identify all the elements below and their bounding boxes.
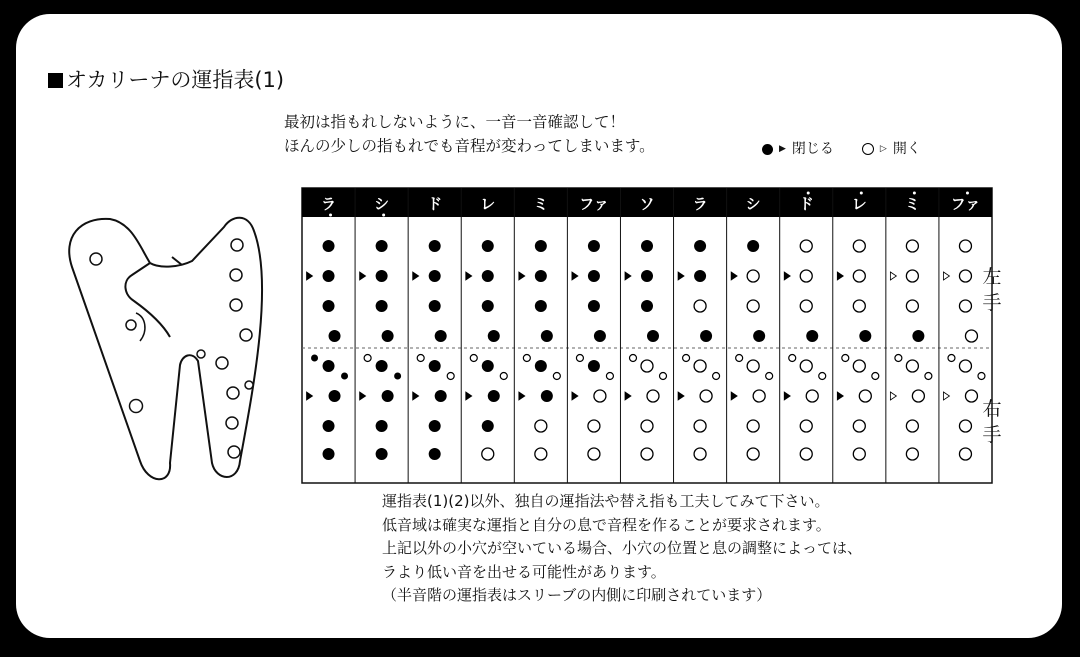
ocarina-hole <box>216 357 228 369</box>
thumb-marker-icon <box>307 272 313 280</box>
open-hole <box>747 300 759 312</box>
closed-hole <box>323 270 335 282</box>
closed-hole <box>482 360 494 372</box>
open-hole <box>694 360 706 372</box>
note-label: ファ <box>579 195 609 213</box>
intro-line-2: ほんの少しの指もれでも音程が変わってしまいます。 <box>284 137 655 155</box>
open-hole <box>753 390 765 402</box>
open-sub-hole <box>978 373 985 380</box>
closed-hole <box>329 330 341 342</box>
open-hole <box>800 300 812 312</box>
chart-frame <box>302 188 992 483</box>
open-hole <box>906 360 918 372</box>
open-hole <box>853 300 865 312</box>
open-hole <box>535 420 547 432</box>
right-hand-label: 右手 <box>982 398 1002 446</box>
closed-hole <box>588 240 600 252</box>
thumb-marker-icon <box>890 392 896 400</box>
open-sub-hole <box>713 373 720 380</box>
intro-line-1: 最初は指もれしないように、一音一音確認して！ <box>284 113 626 131</box>
high-octave-dot <box>913 192 916 195</box>
open-sub-hole <box>660 373 667 380</box>
high-octave-dot <box>807 192 810 195</box>
high-octave-dot <box>966 192 969 195</box>
closed-sub-hole <box>341 373 348 380</box>
open-sub-hole <box>766 373 773 380</box>
closed-hole <box>323 420 335 432</box>
open-hole <box>641 448 653 460</box>
open-hole <box>853 448 865 460</box>
open-sub-hole <box>606 373 613 380</box>
closed-hole <box>747 240 759 252</box>
thumb-marker-icon <box>413 272 419 280</box>
closed-hole <box>641 240 653 252</box>
low-octave-dot <box>329 214 332 217</box>
closed-hole <box>694 270 706 282</box>
thumb-marker-icon <box>837 272 843 280</box>
closed-arrow-icon: ▶ <box>779 144 786 154</box>
closed-hole <box>488 330 500 342</box>
footnote-line: 上記以外の小穴が空いている場合、小穴の位置と息の調整によっては、 <box>382 539 863 557</box>
footnote-line: （半音階の運指表はスリーブの内側に印刷されています） <box>382 586 772 604</box>
footnote-line: 低音域は確実な運指と自分の息で音程を作ることが要求されます。 <box>382 515 831 534</box>
ocarina-hole <box>230 269 242 281</box>
open-sub-hole <box>500 373 507 380</box>
open-sub-hole <box>523 355 530 362</box>
closed-hole <box>753 330 765 342</box>
closed-hole <box>376 448 388 460</box>
open-sub-hole <box>789 355 796 362</box>
thumb-marker-icon <box>678 272 684 280</box>
closed-hole <box>694 240 706 252</box>
thumb-marker-icon <box>837 392 843 400</box>
thumb-marker-icon <box>360 392 366 400</box>
open-sub-hole <box>683 355 690 362</box>
open-hole <box>800 420 812 432</box>
ocarina-hole <box>230 299 242 311</box>
ocarina-hole <box>227 387 239 399</box>
closed-hole <box>806 330 818 342</box>
closed-hole <box>429 360 441 372</box>
closed-hole <box>700 330 712 342</box>
closed-hole <box>482 270 494 282</box>
thumb-marker-icon <box>413 392 419 400</box>
open-hole <box>535 448 547 460</box>
open-hole <box>747 270 759 282</box>
closed-hole <box>647 330 659 342</box>
low-octave-dot <box>382 214 385 217</box>
thumb-marker-icon <box>519 392 525 400</box>
open-hole <box>853 240 865 252</box>
closed-hole <box>482 420 494 432</box>
closed-hole <box>541 330 553 342</box>
open-arrow-icon: ▷ <box>879 144 887 154</box>
open-hole <box>800 448 812 460</box>
footnote-line: ラより低い音を出せる可能性があります。 <box>382 562 666 581</box>
closed-hole <box>323 240 335 252</box>
note-label: ファ <box>950 195 981 213</box>
closed-sub-hole <box>394 373 401 380</box>
thumb-marker-icon <box>731 272 737 280</box>
closed-hole <box>376 240 388 252</box>
closed-hole <box>535 300 547 312</box>
open-sub-hole <box>842 355 849 362</box>
open-sub-hole <box>736 355 743 362</box>
closed-hole-icon <box>762 144 773 155</box>
closed-sub-hole <box>311 355 318 362</box>
closed-hole <box>588 300 600 312</box>
closed-hole <box>323 448 335 460</box>
thumb-marker-icon <box>784 392 790 400</box>
closed-hole <box>859 330 871 342</box>
closed-hole <box>594 330 606 342</box>
ocarina-hole <box>130 400 143 413</box>
open-hole <box>588 448 600 460</box>
note-label: ミ <box>533 195 549 213</box>
open-hole <box>853 420 865 432</box>
note-label: ド <box>427 195 443 213</box>
open-sub-hole <box>895 355 902 362</box>
open-hole <box>588 420 600 432</box>
open-hole <box>806 390 818 402</box>
closed-hole <box>382 330 394 342</box>
open-hole <box>912 390 924 402</box>
note-label: ソ <box>639 195 655 213</box>
open-sub-hole <box>819 373 826 380</box>
note-label: レ <box>480 195 496 213</box>
thumb-marker-icon <box>943 272 949 280</box>
open-hole <box>694 448 706 460</box>
open-hole <box>965 390 977 402</box>
open-hole-icon <box>862 143 874 155</box>
footnote-line: 運指表(1)(2)以外、独自の運指法や替え指も工夫してみて下さい。 <box>382 492 830 510</box>
left-hand-label: 左手 <box>982 266 1002 314</box>
ocarina-hole <box>228 446 240 458</box>
note-label: シ <box>745 195 761 213</box>
closed-hole <box>488 390 500 402</box>
closed-hole <box>641 300 653 312</box>
open-hole <box>800 240 812 252</box>
note-label: シ <box>374 195 390 213</box>
open-hole <box>594 390 606 402</box>
fingering-chart <box>286 172 994 484</box>
open-hole <box>906 420 918 432</box>
thumb-marker-icon <box>625 392 631 400</box>
closed-hole <box>376 300 388 312</box>
open-sub-hole <box>364 355 371 362</box>
thumb-marker-icon <box>360 272 366 280</box>
open-hole <box>482 448 494 460</box>
ocarina-hole <box>245 381 253 389</box>
thumb-marker-icon <box>572 272 578 280</box>
legend-closed-label: 閉じる <box>791 141 834 157</box>
closed-hole <box>376 360 388 372</box>
open-hole <box>965 330 977 342</box>
open-hole <box>959 240 971 252</box>
closed-hole <box>376 420 388 432</box>
open-hole <box>959 300 971 312</box>
thumb-marker-icon <box>943 392 949 400</box>
open-hole <box>647 390 659 402</box>
open-sub-hole <box>872 373 879 380</box>
closed-hole <box>541 390 553 402</box>
closed-hole <box>435 330 447 342</box>
closed-hole <box>429 420 441 432</box>
ocarina-hole <box>126 320 136 330</box>
closed-hole <box>482 300 494 312</box>
open-hole <box>959 360 971 372</box>
open-hole <box>959 420 971 432</box>
closed-hole <box>429 270 441 282</box>
closed-hole <box>376 270 388 282</box>
thumb-marker-icon <box>572 392 578 400</box>
closed-hole <box>641 270 653 282</box>
thumb-marker-icon <box>731 392 737 400</box>
open-hole <box>800 270 812 282</box>
closed-hole <box>382 390 394 402</box>
ocarina-hole <box>231 239 243 251</box>
thumb-marker-icon <box>519 272 525 280</box>
ocarina-hole <box>240 329 252 341</box>
closed-hole <box>323 360 335 372</box>
closed-hole <box>912 330 924 342</box>
legend <box>762 137 921 161</box>
open-hole <box>747 360 759 372</box>
footnotes <box>382 490 862 608</box>
open-hole <box>959 448 971 460</box>
page-title-text: オカリーナの運指表(1) <box>66 68 285 92</box>
ocarina-hole <box>197 350 205 358</box>
open-hole <box>906 270 918 282</box>
note-label: ミ <box>904 195 920 213</box>
open-hole <box>859 390 871 402</box>
closed-hole <box>329 390 341 402</box>
open-hole <box>906 448 918 460</box>
open-hole <box>641 360 653 372</box>
ocarina-hole <box>226 417 238 429</box>
note-label: ド <box>798 195 814 213</box>
thumb-marker-icon <box>678 392 684 400</box>
open-hole <box>747 448 759 460</box>
open-sub-hole <box>925 373 932 380</box>
open-sub-hole <box>470 355 477 362</box>
closed-hole <box>429 300 441 312</box>
open-hole <box>853 360 865 372</box>
closed-hole <box>482 240 494 252</box>
note-label: レ <box>851 195 867 213</box>
open-hole <box>906 300 918 312</box>
open-hole <box>853 270 865 282</box>
thumb-marker-icon <box>466 392 472 400</box>
open-hole <box>959 270 971 282</box>
closed-hole <box>429 448 441 460</box>
thumb-marker-icon <box>625 272 631 280</box>
closed-hole <box>588 360 600 372</box>
open-hole <box>700 390 712 402</box>
ocarina-hole <box>90 253 102 265</box>
closed-hole <box>535 360 547 372</box>
open-hole <box>694 300 706 312</box>
open-hole <box>747 420 759 432</box>
closed-hole <box>535 270 547 282</box>
thumb-marker-icon <box>307 392 313 400</box>
closed-hole <box>588 270 600 282</box>
note-label: ラ <box>321 195 337 213</box>
open-sub-hole <box>553 373 560 380</box>
open-hole <box>800 360 812 372</box>
high-octave-dot <box>860 192 863 195</box>
open-sub-hole <box>447 373 454 380</box>
page-title <box>48 64 284 94</box>
open-sub-hole <box>630 355 637 362</box>
closed-hole <box>429 240 441 252</box>
closed-hole <box>435 390 447 402</box>
thumb-marker-icon <box>890 272 896 280</box>
open-hole <box>641 420 653 432</box>
closed-hole <box>323 300 335 312</box>
open-hole <box>694 420 706 432</box>
intro-text <box>284 110 655 158</box>
title-square-icon <box>48 73 63 88</box>
ocarina-diagram <box>52 205 277 485</box>
legend-open-label: 開く <box>892 141 921 157</box>
thumb-marker-icon <box>784 272 790 280</box>
open-sub-hole <box>417 355 424 362</box>
open-sub-hole <box>576 355 583 362</box>
note-label: ラ <box>692 195 708 213</box>
thumb-marker-icon <box>466 272 472 280</box>
ocarina-windway <box>172 257 182 265</box>
open-sub-hole <box>948 355 955 362</box>
open-hole <box>906 240 918 252</box>
closed-hole <box>535 240 547 252</box>
